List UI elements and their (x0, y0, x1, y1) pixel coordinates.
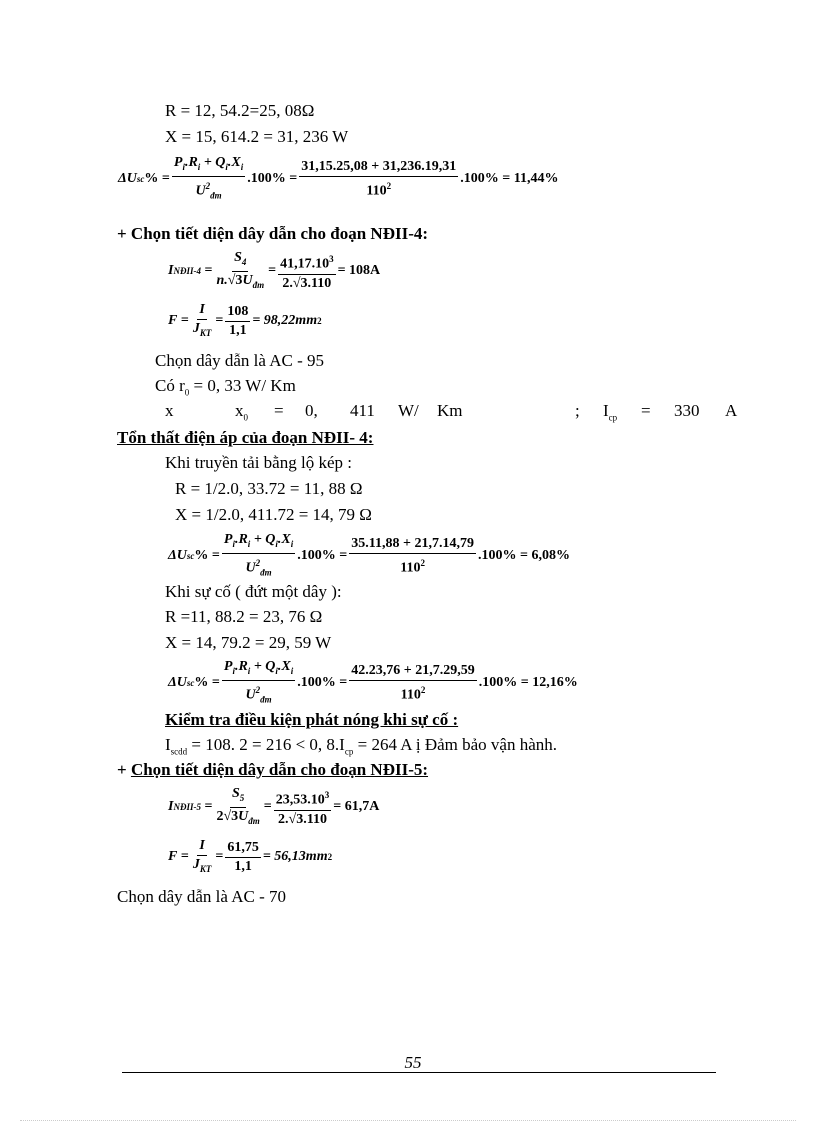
text-line: Có $r_0 = 0$, 33 W/ Km (155, 376, 296, 398)
equation-voltage-drop-3: ΔU sc % = $\frac{P_i.R_i + Q_i.X_i}{U^2_{đm}}$ .100% = $\frac{42.23,76 + 21,7.29,59}{110^2}$ .100% = 12,16% (168, 659, 578, 705)
equation-voltage-drop-2: ΔU sc % = $\frac{P_i.R_i + Q_i.X_i}{U^2_{đm}}$ .100% = $\frac{35.11,88 + 21,7.14,79}{110^2}$ .100% = 6,08% (168, 532, 570, 578)
text-line: Khi sự cố ( đứt một dây ): (165, 582, 342, 601)
text-line: Chọn dây dẫn là AC - 95 (155, 351, 325, 370)
equation-current-ndii5: I NĐII-5 = $\frac{S_5}{2√3U_{đm}}$ = $\frac{23,53.10^3}{2.√3.110}$ = 61,7A (168, 786, 380, 827)
section-heading: Kiểm tra điều kiện phát nóng khi sự cố : (165, 710, 459, 729)
text-line: R = 1/2.0, 33.72 = 11, 88 Ω (175, 479, 363, 498)
text-line: Khi truyền tải bằng lộ kép : (165, 453, 352, 472)
equation-current-ndii4: I NĐII-4 = $\frac{S_4}{n.√3U_{đm}}$ = $\frac{41,17.10^3}{2.√3.110}$ = 108A (168, 250, 381, 291)
section-heading: + Chọn tiết diện dây dẫn cho đoạn NĐII-5: (117, 760, 429, 779)
text-line: Chọn dây dẫn là AC - 70 (117, 887, 287, 906)
text-line: $I_{scdd} = 108$. 2 = 216 < 0, $8.I_{cp} = 264$ A ị Đảm bảo vận hành. (165, 735, 558, 757)
footer-rule (122, 1072, 716, 1073)
equation-voltage-drop-1: ΔU sc % = $\frac{P_i.R_i + Q_i.X_i}{U^2_{đm}}$ .100% = $\frac{31,15.25,08 + 31,236.19,31}{110^2}$ .100% = 11,44% (118, 155, 559, 201)
text-line: X = 1/2.0, 411.72 = 14, 79 Ω (175, 505, 372, 524)
section-heading: + Chọn tiết diện dây dẫn cho đoạn NĐII-4: (117, 224, 429, 243)
equation-section-area-1: F = $\frac{I}{J_{KT}}$ = $\frac{108}{1,1}$ = 98,22mm 2 (168, 302, 322, 338)
page-number: 55 (404, 1053, 422, 1072)
text-line: X = 14, 79.2 = 29, 59 W (165, 633, 332, 652)
page-edge-dots (20, 1120, 796, 1121)
text-line: R = 12, 54.2=25, 08Ω (165, 101, 315, 120)
section-heading: Tổn thất điện áp của đoạn NĐII- 4: (117, 428, 374, 447)
text-line: R =11, 88.2 = 23, 76 Ω (165, 607, 323, 626)
equation-section-area-2: F = $\frac{I}{J_{KT}}$ = $\frac{61,75}{1,1}$ = 56,13mm 2 (168, 838, 333, 874)
text-line: X = 15, 614.2 = 31, 236 W (165, 127, 349, 146)
